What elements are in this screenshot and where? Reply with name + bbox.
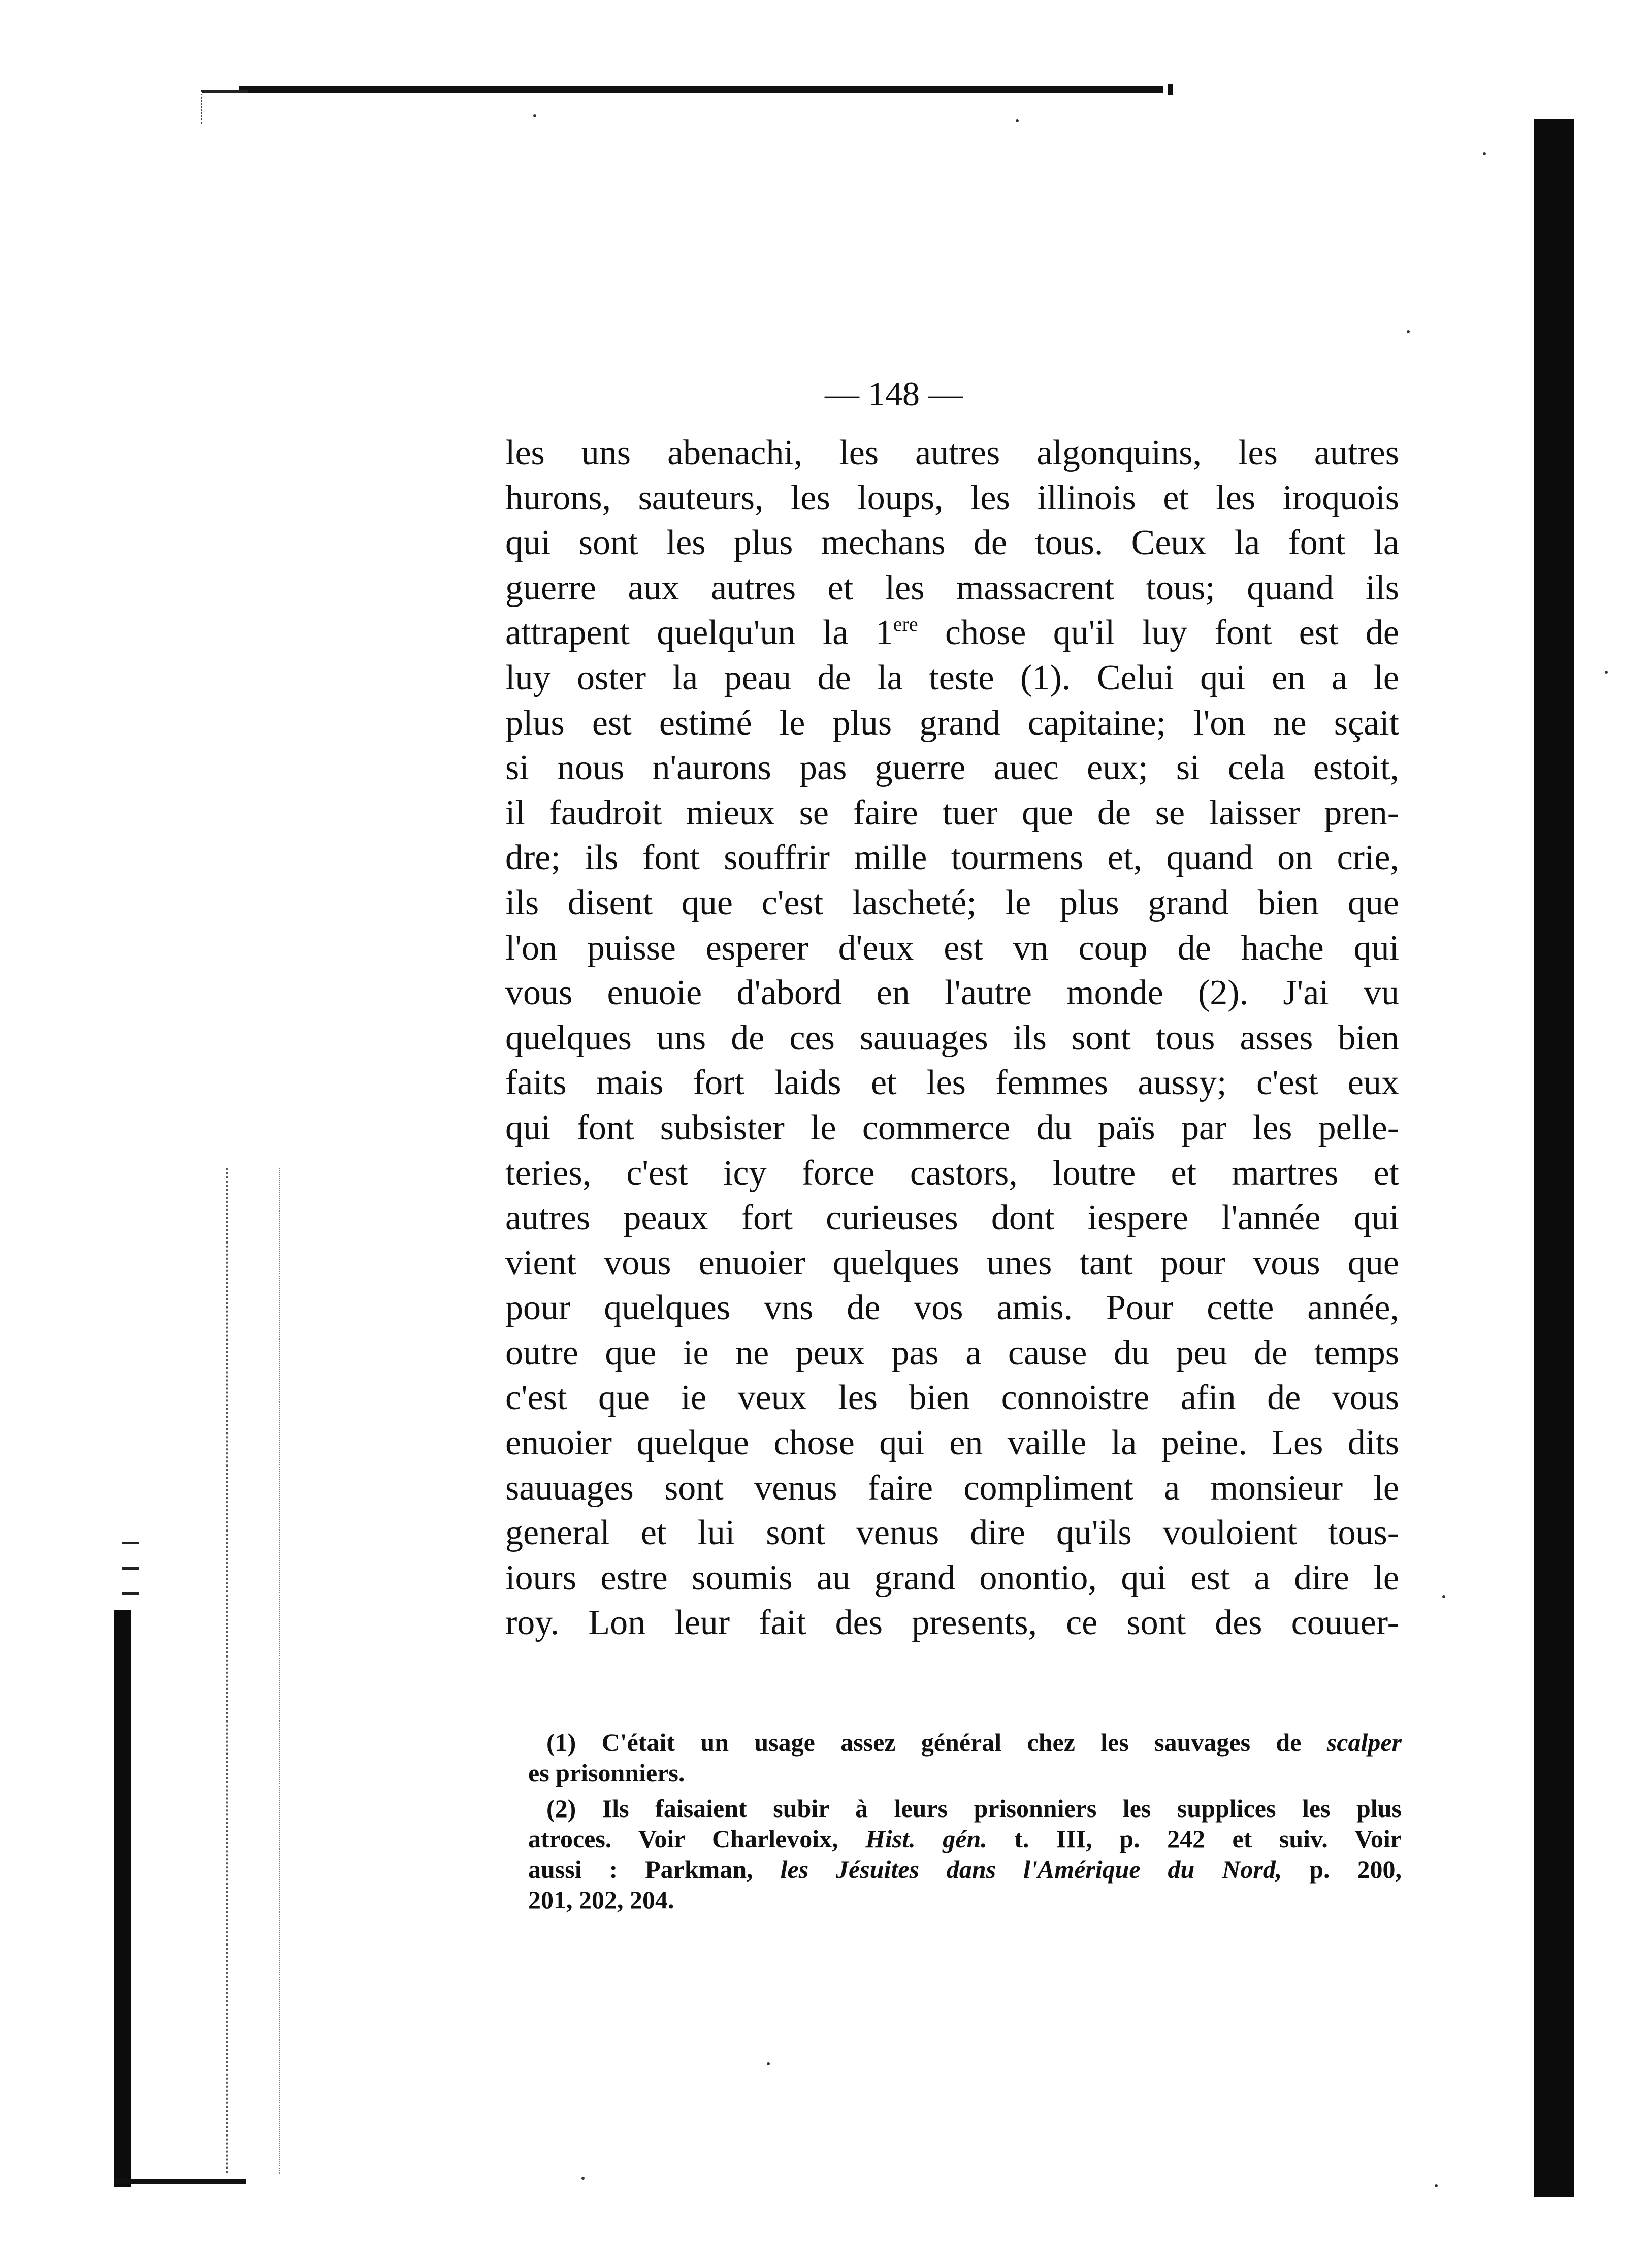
scan-left-foot-line — [114, 2179, 246, 2184]
scan-speck — [1435, 2184, 1438, 2187]
scan-left-dotted-noise — [226, 1168, 280, 2174]
body-text — [505, 431, 1399, 1646]
scan-left-tick — [122, 1567, 139, 1570]
text-line: sauuages sont venus faire compliment a monsieur le — [505, 1468, 1399, 1508]
text-line — [505, 611, 1399, 656]
text-line: guerre aux autres et les massacrent tous; quand ils — [505, 568, 1399, 608]
text-line-rest: chose qu'il luy font est de — [945, 613, 1400, 653]
text-line: dre; ils font souffrir mille tourmens et, quand on crie, — [505, 838, 1399, 878]
scan-left-tick — [122, 1542, 139, 1544]
text-line: qui sont les plus mechans de tous. Ceux la font la — [505, 523, 1399, 563]
scan-speck — [767, 2062, 770, 2065]
text-line: general et lui sont venus dire qu'ils vouloient tous- — [505, 1513, 1399, 1553]
text-line: teries, c'est icy force castors, loutre et martres et — [505, 1153, 1399, 1193]
scan-left-edge-shadow — [114, 1610, 131, 2187]
text-line: plus est estimé le plus grand capitaine; l'on ne sçait — [505, 703, 1399, 743]
text-line: si nous n'aurons pas guerre auec eux; si cela estoit, — [505, 748, 1399, 788]
scan-corner-mark — [201, 90, 248, 124]
ordinal-superscript: ere — [893, 613, 918, 636]
scan-right-edge-shadow — [1534, 119, 1574, 2197]
text-line: autres peaux fort curieuses dont iespere l'année qui — [505, 1198, 1399, 1238]
text-line: enuoier quelque chose qui en vaille la peine. Les dits — [505, 1423, 1399, 1463]
footnote-1-line: (1) C'était un usage assez général chez les sauvages de scalper — [546, 1728, 1402, 1757]
text-line: ils disent que c'est lascheté; le plus grand bien que — [505, 883, 1399, 922]
scan-speck — [1605, 671, 1608, 674]
text-line: pour quelques vns de vos amis. Pour cette année, — [505, 1288, 1399, 1328]
text-line: iours estre soumis au grand onontio, qui est a dire le — [505, 1558, 1399, 1598]
text-line: luy oster la peau de la teste (1). Celui qui en a le — [505, 658, 1399, 697]
text-line: faits mais fort laids et les femmes aussy; c'est eux — [505, 1063, 1399, 1103]
scan-speck — [533, 114, 536, 117]
text-line-prefix: attrapent quelqu'un la 1 — [505, 613, 893, 653]
text-line: les uns abenachi, les autres algonquins, les autres — [505, 433, 1399, 472]
scan-top-rule — [239, 86, 1163, 93]
footnote-2-line: (2) Ils faisaient subir à leurs prisonniers les supplices les plus — [546, 1794, 1402, 1823]
scan-left-tick — [122, 1592, 139, 1595]
scan-speck — [1483, 152, 1486, 155]
text-line: quelques uns de ces sauuages ils sont tous asses bien — [505, 1018, 1399, 1058]
text-line: roy. Lon leur fait des presents, ce sont des couuer- — [505, 1603, 1399, 1643]
text-line: l'on puisse esperer d'eux est vn coup de hache qui — [505, 928, 1399, 968]
page-number: — 148 — — [825, 374, 963, 413]
text-line: outre que ie ne peux pas a cause du peu de temps — [505, 1333, 1399, 1373]
text-line: vous enuoie d'abord en l'autre monde (2). J'ai vu — [505, 973, 1399, 1013]
text-line: c'est que ie veux les bien connoistre afin de vous — [505, 1378, 1399, 1418]
text-line: hurons, sauteurs, les loups, les illinois et les iroquois — [505, 478, 1399, 518]
footnote-2-line: atroces. Voir Charlevoix, Hist. gén. t. III, p. 242 et suiv. Voir — [528, 1825, 1402, 1853]
scan-speck — [581, 2177, 585, 2180]
text-line: qui font subsister le commerce du païs par les pelle- — [505, 1108, 1399, 1148]
text-line: il faudroit mieux se faire tuer que de se laisser pren- — [505, 793, 1399, 833]
text-line: vient vous enuoier quelques unes tant pour vous que — [505, 1243, 1399, 1283]
footnote-2-line: aussi : Parkman, les Jésuites dans l'Amérique du Nord, p. 200, — [528, 1855, 1402, 1884]
footnotes — [528, 1727, 1402, 1915]
scan-speck — [1016, 119, 1019, 122]
scan-speck — [1407, 330, 1410, 333]
scan-top-rule-end — [1168, 84, 1173, 95]
scan-speck — [1442, 1595, 1445, 1598]
footnote-1-line: es prisonniers. — [528, 1759, 685, 1787]
footnote-2-line: 201, 202, 204. — [528, 1886, 674, 1914]
